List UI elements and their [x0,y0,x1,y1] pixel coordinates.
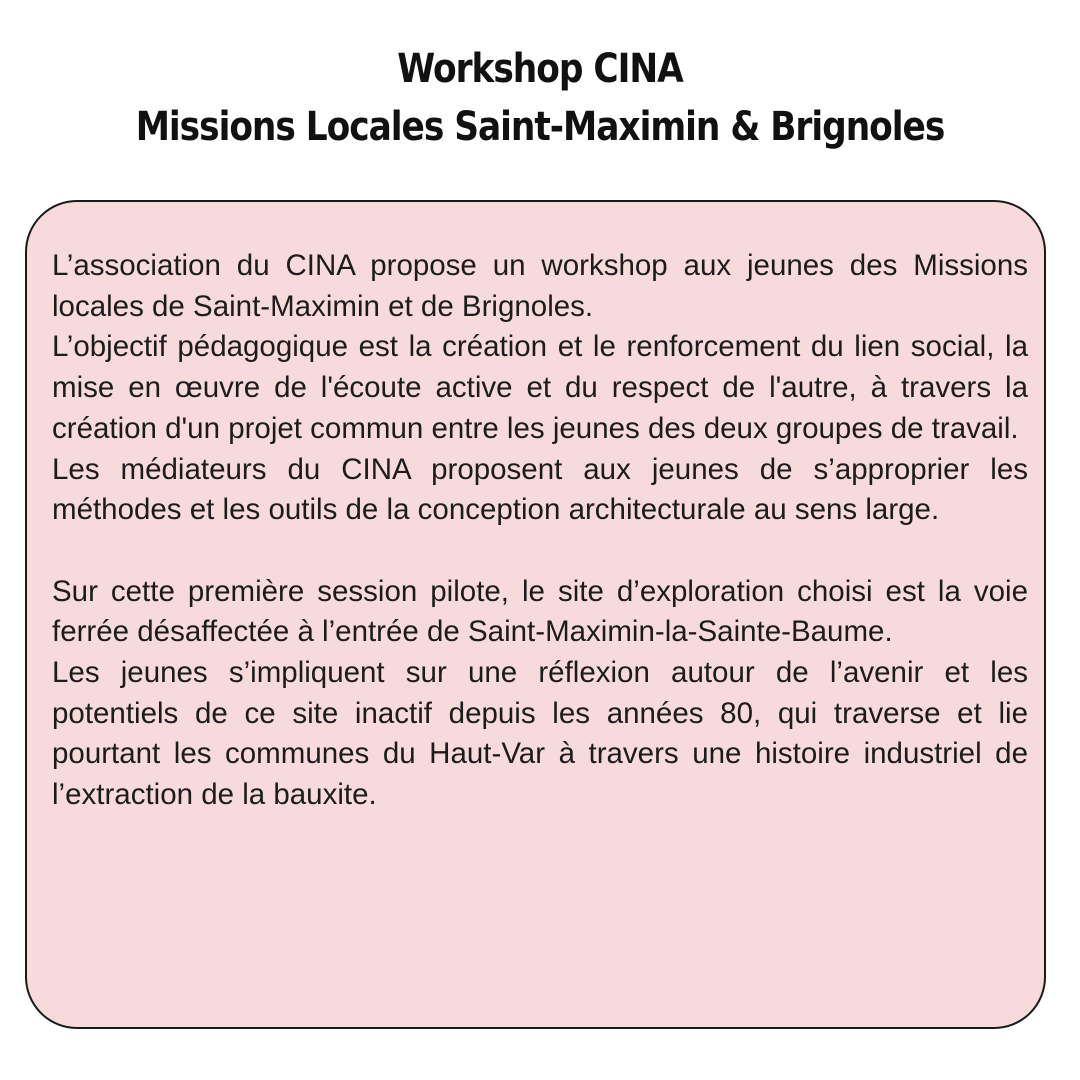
paragraph-objective: L’objectif pédagogique est la création et le renforcement du lien social, la mise en œuvre de l'écoute active et du respect de l'autre, à travers la création d'un projet commun entre les jeunes des deux groupes de travail. [52,330,1028,445]
title-line-2: Missions Locales Saint-Maximin & Brignoles [135,104,945,150]
page-title [76,40,1005,156]
paragraph-youth: Les jeunes s’impliquent sur une réflexion autour de l’avenir et les potentiels de ce site inactif depuis les années 80, qui traverse et lie pourtant les communes du Haut-Var à travers une histoire industriel de l’extraction de la bauxite. [52,656,1028,812]
paragraph-session: Sur cette première session pilote, le site d’exploration choisi est la voie ferrée désaffectée à l’entrée de Saint-Maximin-la-Sainte-Baume. [52,574,1028,649]
title-line-1: Workshop CINA [397,46,683,92]
paragraph-intro: L’association du CINA propose un workshop aux jeunes des Missions locales de Saint-Maximin et de Brignoles. [52,249,1028,323]
description-card [25,200,1046,1029]
paragraph-gap [52,531,1028,572]
paragraph-mediators: Les médiateurs du CINA proposent aux jeunes de s’approprier les méthodes et les outils de la conception architecturale au sens large. [52,452,1028,527]
